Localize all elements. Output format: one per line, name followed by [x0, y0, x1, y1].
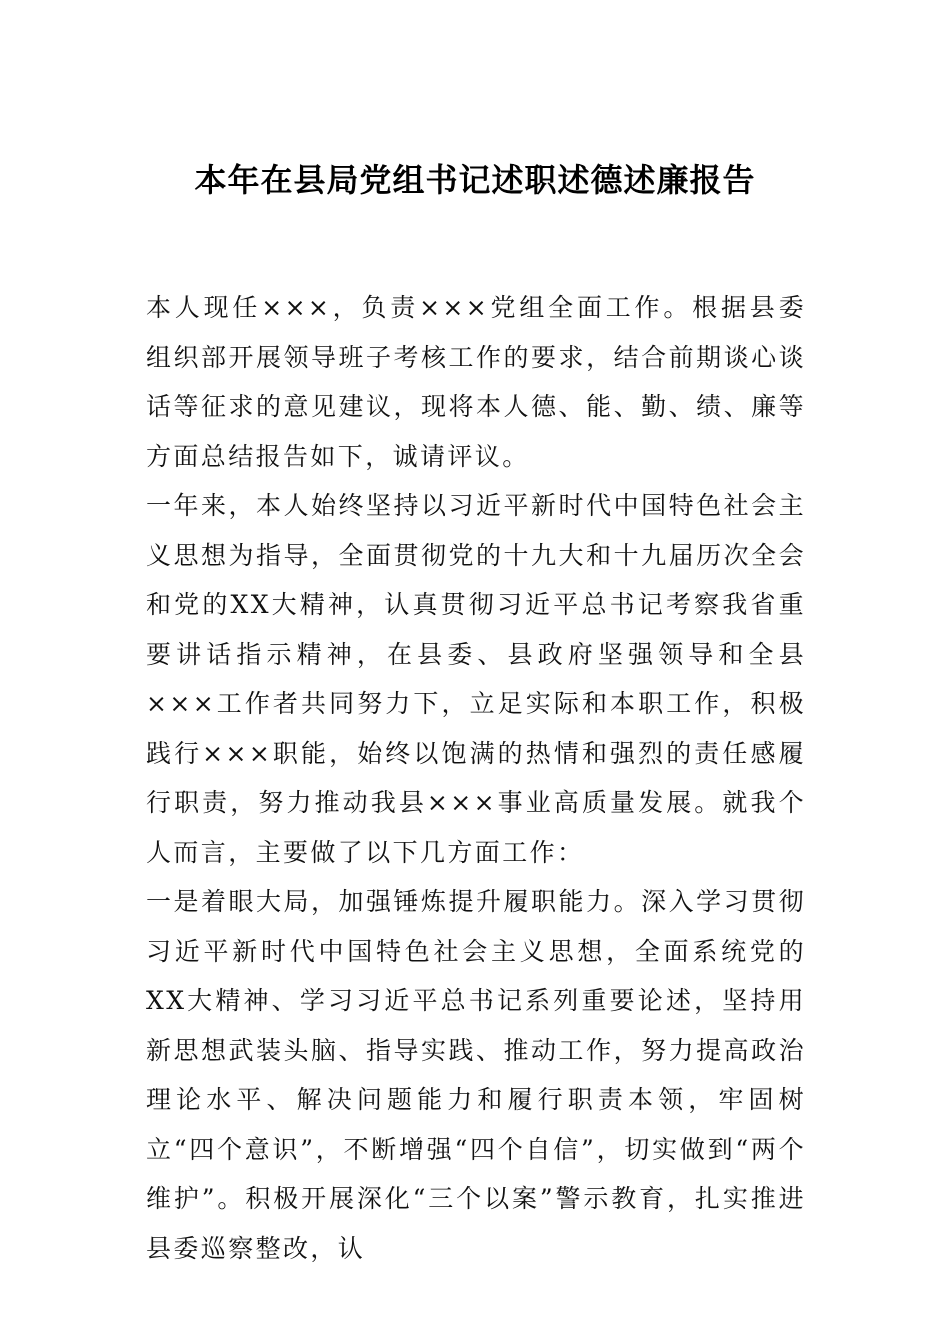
document-body — [146, 283, 806, 1273]
paragraph-intro: 本人现任×××，负责×××党组全面工作。根据县委组织部开展领导班子考核工作的要求，结合前期谈心谈话等征求的意见建议，现将本人德、能、勤、绩、廉等方面总结报告如下，诚请评议。 — [146, 293, 806, 471]
paragraph-overview: 一年来，本人始终坚持以习近平新时代中国特色社会主义思想为指导，全面贯彻党的十九大和十九届历次全会和党的XX大精神，认真贯彻习近平总书记考察我省重要讲话指示精神，在县委、县政府坚强领导和全县×××工作者共同努力下，立足实际和本职工作，积极践行×××职能，始终以饱满的热情和强烈的责任感履行职责，努力推动我县×××事业高质量发展。就我个人而言，主要做了以下几方面工作： — [146, 491, 806, 867]
document-title: 本年在县局党组书记述职述德述廉报告 — [194, 161, 756, 199]
paragraph-point-one: 一是着眼大局，加强锤炼提升履职能力。深入学习贯彻习近平新时代中国特色社会主义思想，全面系统党的XX大精神、学习习近平总书记系列重要论述，坚持用新思想武装头脑、指导实践、推动工作，努力提高政治理论水平、解决问题能力和履行职责本领，牢固树立“四个意识”，不断增强“四个自信”，切实做到“两个维护”。积极开展深化“三个以案”警示教育，扎实推进县委巡察整改，认 — [146, 887, 806, 1263]
